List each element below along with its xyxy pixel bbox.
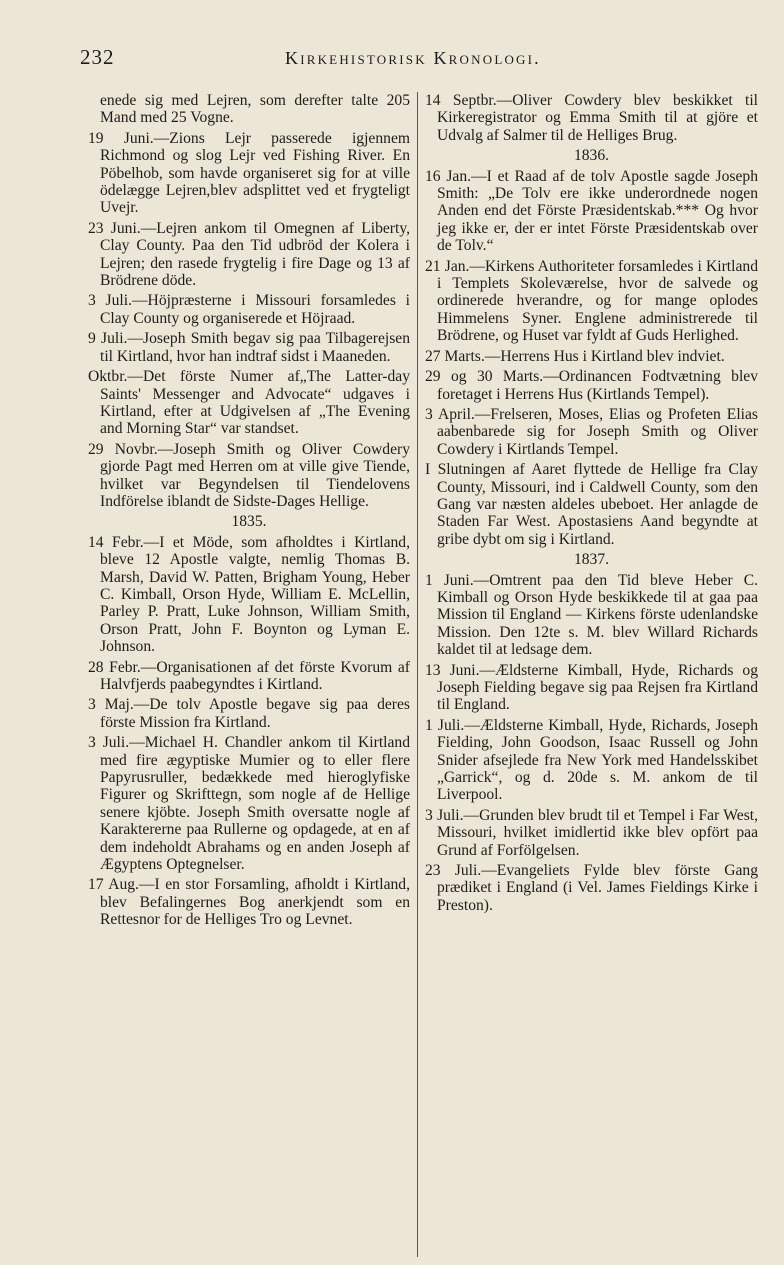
entry: 19 Juni.—Zions Lejr passerede igjennem Richmond og slog Lejr ved Fishing River. En Pöbelhob, som havde organiseret sig for at ville ödelægge Lejren,blev adsplittet ved et frygteligt Uvejr. <box>88 129 410 217</box>
running-head: Kirkehistorisk Kronologi. <box>285 48 541 68</box>
entry: 3 Maj.—De tolv Apostle begave sig paa deres förste Mission fra Kirtland. <box>88 696 410 731</box>
entry: 27 Marts.—Herrens Hus i Kirtland blev indviet. <box>425 347 725 365</box>
entry: 28 Febr.—Organisationen af det förste Kvorum af Halvfjerds paabegyndtes i Kirtland. <box>88 658 410 693</box>
entry: 3 Juli.—Höjpræsterne i Missouri forsamledes i Clay County og organiserede et Höjraad. <box>88 292 410 327</box>
entry: 14 Septbr.—Oliver Cowdery blev beskikket til Kirkeregistrator og Emma Smith til at gjöre et Udvalg af Salmer til de Helliges Brug. <box>425 92 758 144</box>
year-heading: 1837. <box>573 551 610 569</box>
entry: 1 Juni.—Omtrent paa den Tid bleve Heber C. Kimball og Orson Hyde beskikkede til at gaa paa Mission til England — Kirkens förste udenlandske Mission. Den 12te s. M. blev Willard Richards kaldet til at ledsage dem. <box>425 571 758 659</box>
entry: 23 Juni.—Lejren ankom til Omegnen af Liberty, Clay County. Paa den Tid udbröd der Kolera i Lejren; den rasede frygtelig i fire Dage og 13 af Brödrene döde. <box>88 219 410 290</box>
entry: 23 Juli.—Evangeliets Fylde blev förste Gang prædiket i England (i Vel. James Fieldings Kirke i Preston). <box>425 862 758 914</box>
entry: 1 Juli.—Ældsterne Kimball, Hyde, Richards, Joseph Fielding, John Goodson, Isaac Russell og John Snider afsejlede fra New York med Handelsskibet „Garrick“, og d. 20de s. M. ankom de til Liverpool. <box>425 716 758 804</box>
year-heading: 1835. <box>231 513 267 531</box>
entry: 3 Juli.—Grunden blev brudt til et Tempel i Far West, Missouri, hvilket imidlertid ikke blev opfört paa Grund af Forfölgelsen. <box>425 806 758 859</box>
entry: 29 Novbr.—Joseph Smith og Oliver Cowdery gjorde Pagt med Herren om at ville give Tiende, hvilket var Begyndelsen til Tiendelovens Indförelse iblandt de Sidste-Dages Hellige. <box>88 440 410 510</box>
entry: Oktbr.—Det förste Numer af„The Latter-day Saints' Messenger and Advocate“ udgaves i Kirtland, efter at Udgivelsen af „The Evening and Morning Star“ var standset. <box>88 368 410 438</box>
entry: I Slutningen af Aaret flyttede de Hellige fra Clay County, Missouri, ind i Caldwell County, som den Gang var næsten aldeles ubeboet. Her anlagde de Staden Far West. Apostasiens Aand begyndte at gribe dybt om sig i Kirtland. <box>425 461 758 548</box>
entry: 16 Jan.—I et Raad af de tolv Apostle sagde Joseph Smith: „De Tolv ere ikke underordnede nogen Anden end det Förste Præsidentskab.*** Og hvor jeg ikke er, der er intet Förste Præsidentskab over de Tolv.“ <box>425 167 758 255</box>
right-column <box>425 92 758 917</box>
year-heading: 1836. <box>573 147 610 165</box>
page-number: 232 <box>80 45 115 69</box>
entry-continuation: enede sig med Lejren, som derefter talte 205 Mand med 25 Vogne. <box>100 92 410 127</box>
left-column <box>88 92 410 932</box>
entry: 3 Juli.—Michael H. Chandler ankom til Kirtland med fire ægyptiske Mumier og to eller flere Papyrusruller, bedækkede med hieroglyfiske Figurer og Skrifttegn, som nogle af de Hellige senere kjöbte. Joseph Smith oversatte nogle af Karaktererne paa Rullerne og opdagede, at en af dem indeholdt Abrahams og en anden Joseph af Ægyptens Optegnelser. <box>88 734 410 874</box>
entry: 17 Aug.—I en stor Forsamling, afholdt i Kirtland, blev Befalingernes Bog anerkjendt som en Rettesnor for de Helliges Tro og Levnet. <box>88 876 410 929</box>
entry: 13 Juni.—Ældsterne Kimball, Hyde, Richards og Joseph Fielding begave sig paa Rejsen fra Kirtland til England. <box>425 661 758 714</box>
entry: 14 Febr.—I et Möde, som afholdtes i Kirtland, bleve 12 Apostle valgte, nemlig Thomas B. Marsh, David W. Patten, Brigham Young, Heber C. Kimball, Orson Hyde, William E. McLellin, Parley P. Pratt, Luke Johnson, William Smith, Orson Pratt, John F. Boynton og Lyman E. Johnson. <box>88 533 410 656</box>
entry: 29 og 30 Marts.—Ordinancen Fodtvætning blev foretaget i Herrens Hus (Kirtlands Tempel). <box>425 368 758 403</box>
column-divider <box>417 92 418 1257</box>
entry: 21 Jan.—Kirkens Authoriteter forsamledes i Kirtland i Templets Skoleværelse, hvor de salvede og ordinerede hverandre, og for mange oplodes Himmelens Syner. Englene administrerede til Brödrene, og Huset var fyldt af Guds Herlighed. <box>425 257 758 345</box>
entry: 3 April.—Frelseren, Moses, Elias og Profeten Elias aabenbarede sig for Joseph Smith og Oliver Cowdery i Kirtlands Tempel. <box>425 405 758 458</box>
entry: 9 Juli.—Joseph Smith begav sig paa Tilbagerejsen til Kirtland, hvor han indtraf sidst i Maaneden. <box>88 330 410 365</box>
